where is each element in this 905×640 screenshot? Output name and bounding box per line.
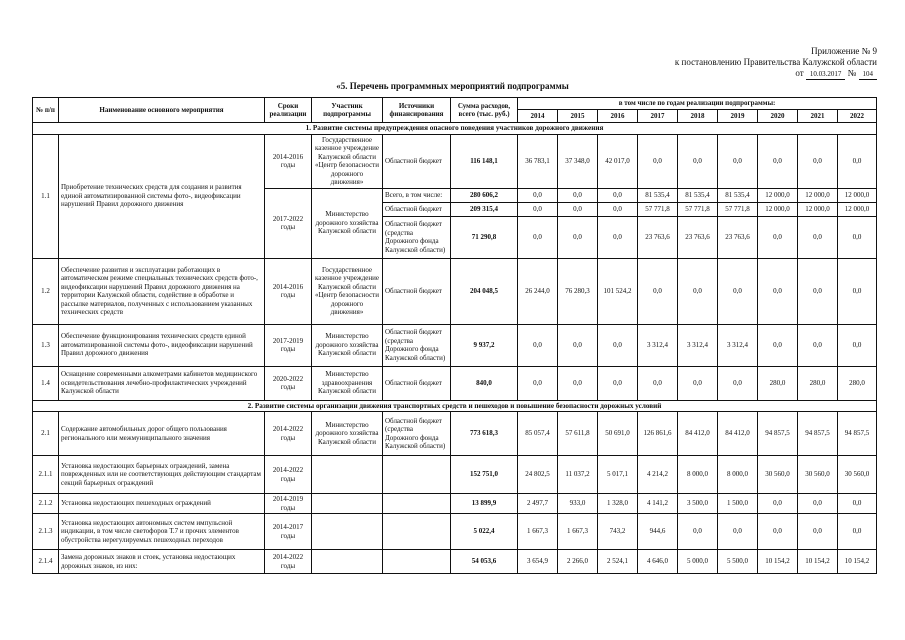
item-participant: Государственное казенное учреждение Калужской области «Центр безопасности дорожного движения»	[312, 258, 383, 324]
year-value: 0,0	[518, 324, 558, 366]
item-number: 2.1.2	[33, 494, 59, 514]
item-name: Приобретение технических средств для создания и развития единой автоматизированной системы фото-, видеофиксации нарушений Правил дорожного движения	[59, 134, 265, 258]
item-participant: Государственное казенное учреждение Калужской области «Центр безопасности дорожного движения»	[312, 134, 383, 188]
year-value: 94 857,5	[798, 412, 838, 456]
header-participant: Участник подпрограммы	[312, 98, 383, 123]
document-title: «5. Перечень программных мероприятий подпрограммы	[336, 81, 569, 91]
item-total: 5 022,4	[451, 514, 518, 550]
year-value: 0,0	[598, 216, 638, 258]
year-value: 1 500,0	[718, 494, 758, 514]
item-participant	[312, 514, 383, 550]
item-total: 209 315,4	[451, 202, 518, 216]
section-row	[33, 123, 877, 135]
item-total: 773 618,3	[451, 412, 518, 456]
year-value: 12 000,0	[758, 202, 798, 216]
year-value: 76 280,3	[558, 258, 598, 324]
header-year: 2021	[798, 110, 838, 123]
year-value: 23 763,6	[718, 216, 758, 258]
appendix-resolution: к постановлению Правительства Калужской области	[674, 57, 877, 67]
year-value: 0,0	[798, 324, 838, 366]
year-value: 0,0	[838, 324, 877, 366]
year-value: 57 771,8	[638, 202, 678, 216]
item-total: 116 148,1	[451, 134, 518, 188]
year-value: 3 312,4	[678, 324, 718, 366]
section-title: 1. Развитие системы предупреждения опасного поведения участников дорожного движения	[33, 123, 877, 135]
item-name: Обеспечение функционирования технических средств единой автоматизированной системы фото-, видеофиксации нарушений Правил дорожного движения	[59, 324, 265, 366]
year-value: 0,0	[678, 366, 718, 400]
year-value: 126 861,6	[638, 412, 678, 456]
item-source: Областной бюджет (средства Дорожного фонда Калужской области)	[383, 216, 451, 258]
item-source	[383, 456, 451, 494]
year-value: 0,0	[718, 258, 758, 324]
year-value: 12 000,0	[798, 188, 838, 202]
year-value: 1 328,0	[598, 494, 638, 514]
year-value: 0,0	[758, 324, 798, 366]
year-value: 101 524,2	[598, 258, 638, 324]
item-source: Областной бюджет (средства Дорожного фонда Калужской области)	[383, 324, 451, 366]
year-value: 8 000,0	[718, 456, 758, 494]
year-value: 2 524,1	[598, 550, 638, 574]
item-terms: 2017-2022 годы	[265, 188, 312, 258]
year-value: 0,0	[558, 188, 598, 202]
appendix-block	[675, 46, 877, 80]
year-value: 0,0	[598, 188, 638, 202]
year-value: 10 154,2	[758, 550, 798, 574]
header-source: Источники финансирования	[383, 98, 451, 123]
year-value: 0,0	[558, 216, 598, 258]
item-terms: 2014-2019 годы	[265, 494, 312, 514]
item-number: 2.1.3	[33, 514, 59, 550]
year-value: 36 783,1	[518, 134, 558, 188]
year-value: 50 691,0	[598, 412, 638, 456]
table-row	[33, 494, 877, 514]
item-total: 54 053,6	[451, 550, 518, 574]
header-year: 2017	[638, 110, 678, 123]
item-number: 2.1.4	[33, 550, 59, 574]
year-value: 2 266,0	[558, 550, 598, 574]
year-value: 4 141,2	[638, 494, 678, 514]
table-row	[33, 412, 877, 456]
item-source: Областной бюджет	[383, 258, 451, 324]
year-value: 0,0	[718, 514, 758, 550]
year-value: 0,0	[558, 366, 598, 400]
table-row	[33, 550, 877, 574]
year-value: 0,0	[678, 258, 718, 324]
item-number: 2.1	[33, 412, 59, 456]
item-terms: 2014-2022 годы	[265, 412, 312, 456]
item-terms: 2017-2019 годы	[265, 324, 312, 366]
resolution-number: 104	[859, 70, 878, 80]
item-terms: 2014-2016 годы	[265, 134, 312, 188]
item-total: 71 290,8	[451, 216, 518, 258]
item-name: Установка недостающих автономных систем импульсной индикации, в том числе светофоров Т.7 и прочих элементов обустройства нерегулируемых пешеходных переходов	[59, 514, 265, 550]
year-value: 84 412,0	[718, 412, 758, 456]
year-value: 30 560,0	[758, 456, 798, 494]
year-value: 81 535,4	[718, 188, 758, 202]
item-terms: 2014-2022 годы	[265, 456, 312, 494]
year-value: 933,0	[558, 494, 598, 514]
year-value: 743,2	[598, 514, 638, 550]
year-value: 24 802,5	[518, 456, 558, 494]
item-participant: Министерство дорожного хозяйства Калужской области	[312, 324, 383, 366]
item-terms: 2014-2016 годы	[265, 258, 312, 324]
year-value: 0,0	[518, 366, 558, 400]
year-value: 23 763,6	[638, 216, 678, 258]
item-name: Замена дорожных знаков и стоек, установка недостающих дорожных знаков, из них:	[59, 550, 265, 574]
item-source: Областной бюджет	[383, 366, 451, 400]
year-value: 0,0	[758, 514, 798, 550]
section-row	[33, 400, 877, 412]
year-value: 0,0	[638, 134, 678, 188]
item-participant: Министерство дорожного хозяйства Калужской области	[312, 188, 383, 258]
year-value: 0,0	[558, 202, 598, 216]
year-value: 37 348,0	[558, 134, 598, 188]
year-value: 1 667,3	[518, 514, 558, 550]
item-name: Обеспечение развития и эксплуатации работающих в автоматическом режиме специальных технических средств фото-, видеофиксации нарушений Правил дорожного движения на территории Калужской области, содействие в обработке и рассылке материалов, полученных с использованием указанных технических средств	[59, 258, 265, 324]
item-number: 1.1	[33, 134, 59, 258]
resolution-date: 10.03.2017	[806, 70, 846, 80]
table-row	[33, 456, 877, 494]
item-number: 2.1.1	[33, 456, 59, 494]
number-label: №	[847, 68, 857, 78]
year-value: 23 763,6	[678, 216, 718, 258]
year-value: 944,6	[638, 514, 678, 550]
year-value: 57 611,8	[558, 412, 598, 456]
year-value: 12 000,0	[758, 188, 798, 202]
header-year: 2014	[518, 110, 558, 123]
header-year: 2020	[758, 110, 798, 123]
section-title: 2. Развитие системы организации движения транспортных средств и пешеходов и повышение безопасности дорожных условий	[33, 400, 877, 412]
table-row	[33, 134, 877, 188]
table-row	[33, 324, 877, 366]
year-value: 0,0	[518, 216, 558, 258]
year-value: 0,0	[798, 134, 838, 188]
year-value: 12 000,0	[798, 202, 838, 216]
year-value: 0,0	[518, 188, 558, 202]
year-value: 0,0	[758, 134, 798, 188]
year-value: 85 057,4	[518, 412, 558, 456]
header-name: Наименование основного мероприятия	[59, 98, 265, 123]
year-value: 0,0	[798, 258, 838, 324]
year-value: 0,0	[718, 366, 758, 400]
item-source	[383, 514, 451, 550]
appendix-title: Приложение № 9	[811, 46, 877, 56]
year-value: 3 654,9	[518, 550, 558, 574]
year-value: 280,0	[758, 366, 798, 400]
item-number: 1.2	[33, 258, 59, 324]
year-value: 57 771,8	[718, 202, 758, 216]
item-total: 152 751,0	[451, 456, 518, 494]
year-value: 0,0	[598, 324, 638, 366]
year-value: 42 017,0	[598, 134, 638, 188]
item-number: 1.3	[33, 324, 59, 366]
year-value: 0,0	[558, 324, 598, 366]
item-terms: 2014-2017 годы	[265, 514, 312, 550]
item-number: 1.4	[33, 366, 59, 400]
year-value: 0,0	[718, 134, 758, 188]
year-value: 280,0	[798, 366, 838, 400]
item-name: Установка недостающих барьерных ограждений, замена поврежденных или не соответствующих действующим стандартам секций барьерных ограждений	[59, 456, 265, 494]
item-terms: 2020-2022 годы	[265, 366, 312, 400]
item-participant: Министерство дорожного хозяйства Калужской области	[312, 412, 383, 456]
header-num: № п/п	[33, 98, 59, 123]
table-row	[33, 258, 877, 324]
year-value: 10 154,2	[798, 550, 838, 574]
year-value: 0,0	[758, 494, 798, 514]
table-row	[33, 366, 877, 400]
item-participant	[312, 456, 383, 494]
year-value: 26 244,0	[518, 258, 558, 324]
item-source: Областной бюджет (средства Дорожного фонда Калужской области)	[383, 412, 451, 456]
year-value: 57 771,8	[678, 202, 718, 216]
year-value: 84 412,0	[678, 412, 718, 456]
year-value: 12 000,0	[838, 188, 877, 202]
year-value: 10 154,2	[838, 550, 877, 574]
header-total: Сумма расходов, всего (тыс. руб.)	[451, 98, 518, 123]
from-label: от	[795, 68, 804, 78]
item-name: Содержание автомобильных дорог общего пользования регионального или межмуниципального значения	[59, 412, 265, 456]
item-participant	[312, 550, 383, 574]
year-value: 11 037,2	[558, 456, 598, 494]
year-value: 5 000,0	[678, 550, 718, 574]
year-value: 0,0	[758, 258, 798, 324]
year-value: 81 535,4	[678, 188, 718, 202]
year-value: 0,0	[838, 134, 877, 188]
year-value: 0,0	[518, 202, 558, 216]
item-name: Оснащение современными алкометрами кабинетов медицинского освидетельствования лечебно-профилактических учреждений Калужской области	[59, 366, 265, 400]
year-value: 280,0	[838, 366, 877, 400]
header-terms: Сроки реализации	[265, 98, 312, 123]
year-value: 0,0	[798, 216, 838, 258]
year-value: 8 000,0	[678, 456, 718, 494]
header-year: 2019	[718, 110, 758, 123]
item-source: Областной бюджет	[383, 202, 451, 216]
year-value: 5 017,1	[598, 456, 638, 494]
year-value: 2 497,7	[518, 494, 558, 514]
item-source: Областной бюджет	[383, 134, 451, 188]
item-terms: 2014-2022 годы	[265, 550, 312, 574]
item-total: 204 048,5	[451, 258, 518, 324]
year-value: 81 535,4	[638, 188, 678, 202]
header-year: 2018	[678, 110, 718, 123]
year-value: 0,0	[598, 366, 638, 400]
header-year: 2022	[838, 110, 877, 123]
table-row	[33, 514, 877, 550]
item-participant: Министерство здравоохранения Калужской области	[312, 366, 383, 400]
item-total: 9 937,2	[451, 324, 518, 366]
year-value: 0,0	[838, 514, 877, 550]
year-value: 0,0	[678, 514, 718, 550]
year-value: 0,0	[638, 366, 678, 400]
year-value: 0,0	[838, 216, 877, 258]
year-value: 0,0	[838, 258, 877, 324]
year-value: 94 857,5	[838, 412, 877, 456]
year-value: 0,0	[798, 494, 838, 514]
year-value: 4 646,0	[638, 550, 678, 574]
year-value: 4 214,2	[638, 456, 678, 494]
year-value: 0,0	[598, 202, 638, 216]
year-value: 30 560,0	[838, 456, 877, 494]
item-participant	[312, 494, 383, 514]
program-activities-table	[32, 97, 877, 574]
year-value: 12 000,0	[838, 202, 877, 216]
item-total: 280 606,2	[451, 188, 518, 202]
year-value: 3 312,4	[638, 324, 678, 366]
item-source	[383, 550, 451, 574]
item-source	[383, 494, 451, 514]
header-year: 2015	[558, 110, 598, 123]
appendix-date-line	[675, 68, 877, 80]
year-value: 3 312,4	[718, 324, 758, 366]
item-source: Всего, в том числе:	[383, 188, 451, 202]
item-total: 13 899,9	[451, 494, 518, 514]
year-value: 3 500,0	[678, 494, 718, 514]
year-value: 0,0	[838, 494, 877, 514]
year-value: 0,0	[638, 258, 678, 324]
item-name: Установка недостающих пешеходных ограждений	[59, 494, 265, 514]
year-value: 0,0	[758, 216, 798, 258]
item-total: 840,0	[451, 366, 518, 400]
year-value: 30 560,0	[798, 456, 838, 494]
year-value: 94 857,5	[758, 412, 798, 456]
header-by-years: в том числе по годам реализации подпрограммы:	[518, 98, 877, 110]
year-value: 0,0	[798, 514, 838, 550]
year-value: 5 500,0	[718, 550, 758, 574]
year-value: 1 667,3	[558, 514, 598, 550]
year-value: 0,0	[678, 134, 718, 188]
header-year: 2016	[598, 110, 638, 123]
